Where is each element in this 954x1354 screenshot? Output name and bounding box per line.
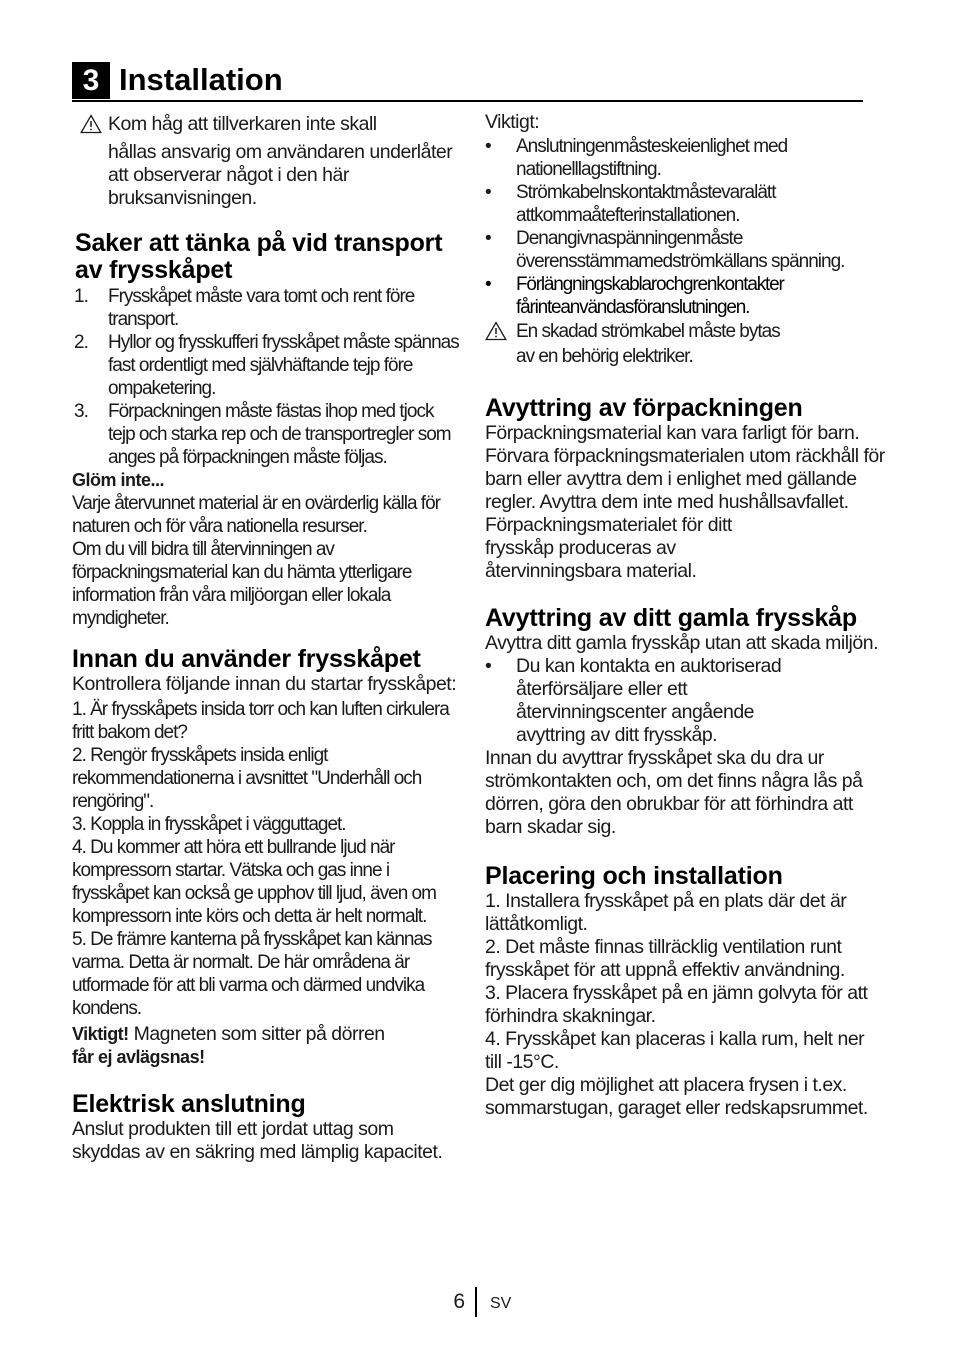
page-number: 6 [453, 1290, 465, 1313]
before-item-1: 1. Är frysskåpets insida torr och kan luften cirkulera fritt bakom det? [72, 699, 449, 743]
list-item: 2. Hyllor og frysskufferi frysskåpet måste spännas fast ordentligt med självhäftande tejp före ompaketering. [74, 332, 459, 399]
placement-paragraph: Det ger dig möjlighet att placera frysen i t.ex. sommarstugan, garaget eller redskapsrummet. [485, 1074, 868, 1119]
page-footer [0, 1289, 954, 1319]
warning-icon [80, 114, 102, 134]
old-freezer-list [485, 655, 885, 747]
list-item: • Du kan kontakta en auktoriserad återförsäljare eller ett återvinningscenter angående avyttring av ditt frysskåp. [485, 655, 816, 747]
list-item: • Strömkabelnskontaktmåstevaralätt attkommaåtefterinstallationen. [485, 181, 885, 227]
list-item: • Denangivnaspänningenmåste överensstämmamedströmkällans spänning. [485, 227, 885, 273]
left-column [72, 108, 462, 1164]
packaging-heading: Avyttring av förpackningen [485, 394, 803, 422]
placement-heading: Placering och installation [485, 862, 783, 890]
list-item: • Anslutningenmåsteskeienlighet med nationelllagstiftning. [485, 135, 885, 181]
packaging-paragraph-2: Förpackningsmaterialet för ditt frysskåp produceras av återvinningsbara material. [485, 514, 732, 582]
warning-line-1: Kom håg att tillverkaren inte skall [108, 113, 377, 135]
placement-item-3: 3. Placera frysskåpet på en jämn golvyta för att förhindra skakningar. [485, 982, 868, 1027]
placement-item-2: 2. Det måste finnas tillräcklig ventilation runt frysskåpet för att uppnå effektiv användning. [485, 936, 845, 981]
old-freezer-heading: Avyttring av ditt gamla frysskåp [485, 604, 857, 632]
before-item-3: 3. Koppla in frysskåpet i vägguttaget. [72, 814, 346, 835]
electric-text: Anslut produkten till ett jordat uttag som skyddas av en säkring med lämplig kapacitet. [72, 1118, 443, 1163]
right-column [485, 111, 885, 1120]
packaging-paragraph-1: Förpackningsmaterial kan vara farligt för barn. Förvara förpackningsmaterialen utom räckhåll för barn eller avyttra dem i enlighet med gällande regler. Avyttra dem inte med hushållsavfallet. [485, 422, 885, 513]
warning-icon [485, 321, 507, 341]
cable-warning-line-1: En skadad strömkabel måste bytas [516, 321, 780, 342]
warning-line-2: hållas ansvarig om användaren underlåter att observerar något i den här bruksanvisningen. [108, 141, 453, 209]
important-label: Viktigt: [485, 111, 540, 133]
list-item: 1. Frysskåpet måste vara tomt och rent före transport. [74, 286, 415, 330]
transport-list [72, 285, 462, 469]
section-number: 3 [72, 62, 110, 99]
section-title: Installation [119, 62, 283, 97]
before-item-4: 4. Du kommer att höra ett bullrande ljud när kompressorn startar. Vätska och gas inne i frysskåpet kan också ge upphov till ljud, även om kompressorn inte körs och detta är helt normalt. [72, 837, 436, 927]
list-item: • Förlängningskablarochgrenkontakter fårinteanvändasföranslutningen. [485, 273, 885, 319]
magnet-notice: Viktigt! Magneten som sitter på dörren får ej avlägsnas! [72, 1023, 385, 1067]
old-freezer-paragraph: Innan du avyttrar frysskåpet ska du dra ur strömkontakten och, om det finns några lås på dörren, göra den obrukbar för att förhindra att barn skadar sig. [485, 747, 863, 838]
cable-warning [485, 320, 885, 368]
before-item-5: 5. De främre kanterna på frysskåpet kan kännas varma. Detta är normalt. De här områdena är utformade för att bli varma och därmed undvika kondens. [72, 929, 432, 1019]
footer-divider [475, 1287, 477, 1317]
transport-heading: Saker att tänka på vid transport av frysskåpet [75, 229, 443, 284]
electric-requirements-list [485, 134, 885, 319]
list-item: 3. Förpackningen måste fästas ihop med tjock tejp och starka rep och de transportregler som anges på förpackningen måste följas. [74, 401, 451, 468]
before-item-2: 2. Rengör frysskåpets insida enligt rekommendationerna i avsnittet "Underhåll och rengöring". [72, 745, 422, 812]
placement-item-1: 1. Installera frysskåpet på en plats där det är lättåtkomligt. [485, 890, 847, 935]
forget-heading: Glöm inte... [72, 470, 165, 490]
section-header [72, 60, 863, 102]
forget-paragraph-2: Om du vill bidra till återvinningen av förpackningsmaterial kan du hämta ytterligare information från våra miljöorgan eller lokala myndigheter. [72, 539, 412, 629]
cable-warning-line-2: av en behörig elektriker. [516, 346, 693, 367]
electric-heading: Elektrisk anslutning [72, 1090, 306, 1118]
placement-item-4: 4. Frysskåpet kan placeras i kalla rum, helt ner till -15°C. [485, 1028, 865, 1073]
language-code: SV [490, 1295, 512, 1312]
manufacturer-warning [72, 113, 462, 136]
forget-paragraph-1: Varje återvunnet material är en ovärderlig källa för naturen och för våra nationella resurser. [72, 493, 440, 537]
before-use-intro: Kontrollera följande innan du startar frysskåpet: [72, 673, 457, 695]
old-freezer-intro: Avyttra ditt gamla frysskåp utan att skada miljön. [485, 632, 878, 654]
before-use-heading: Innan du använder frysskåpet [72, 645, 421, 673]
